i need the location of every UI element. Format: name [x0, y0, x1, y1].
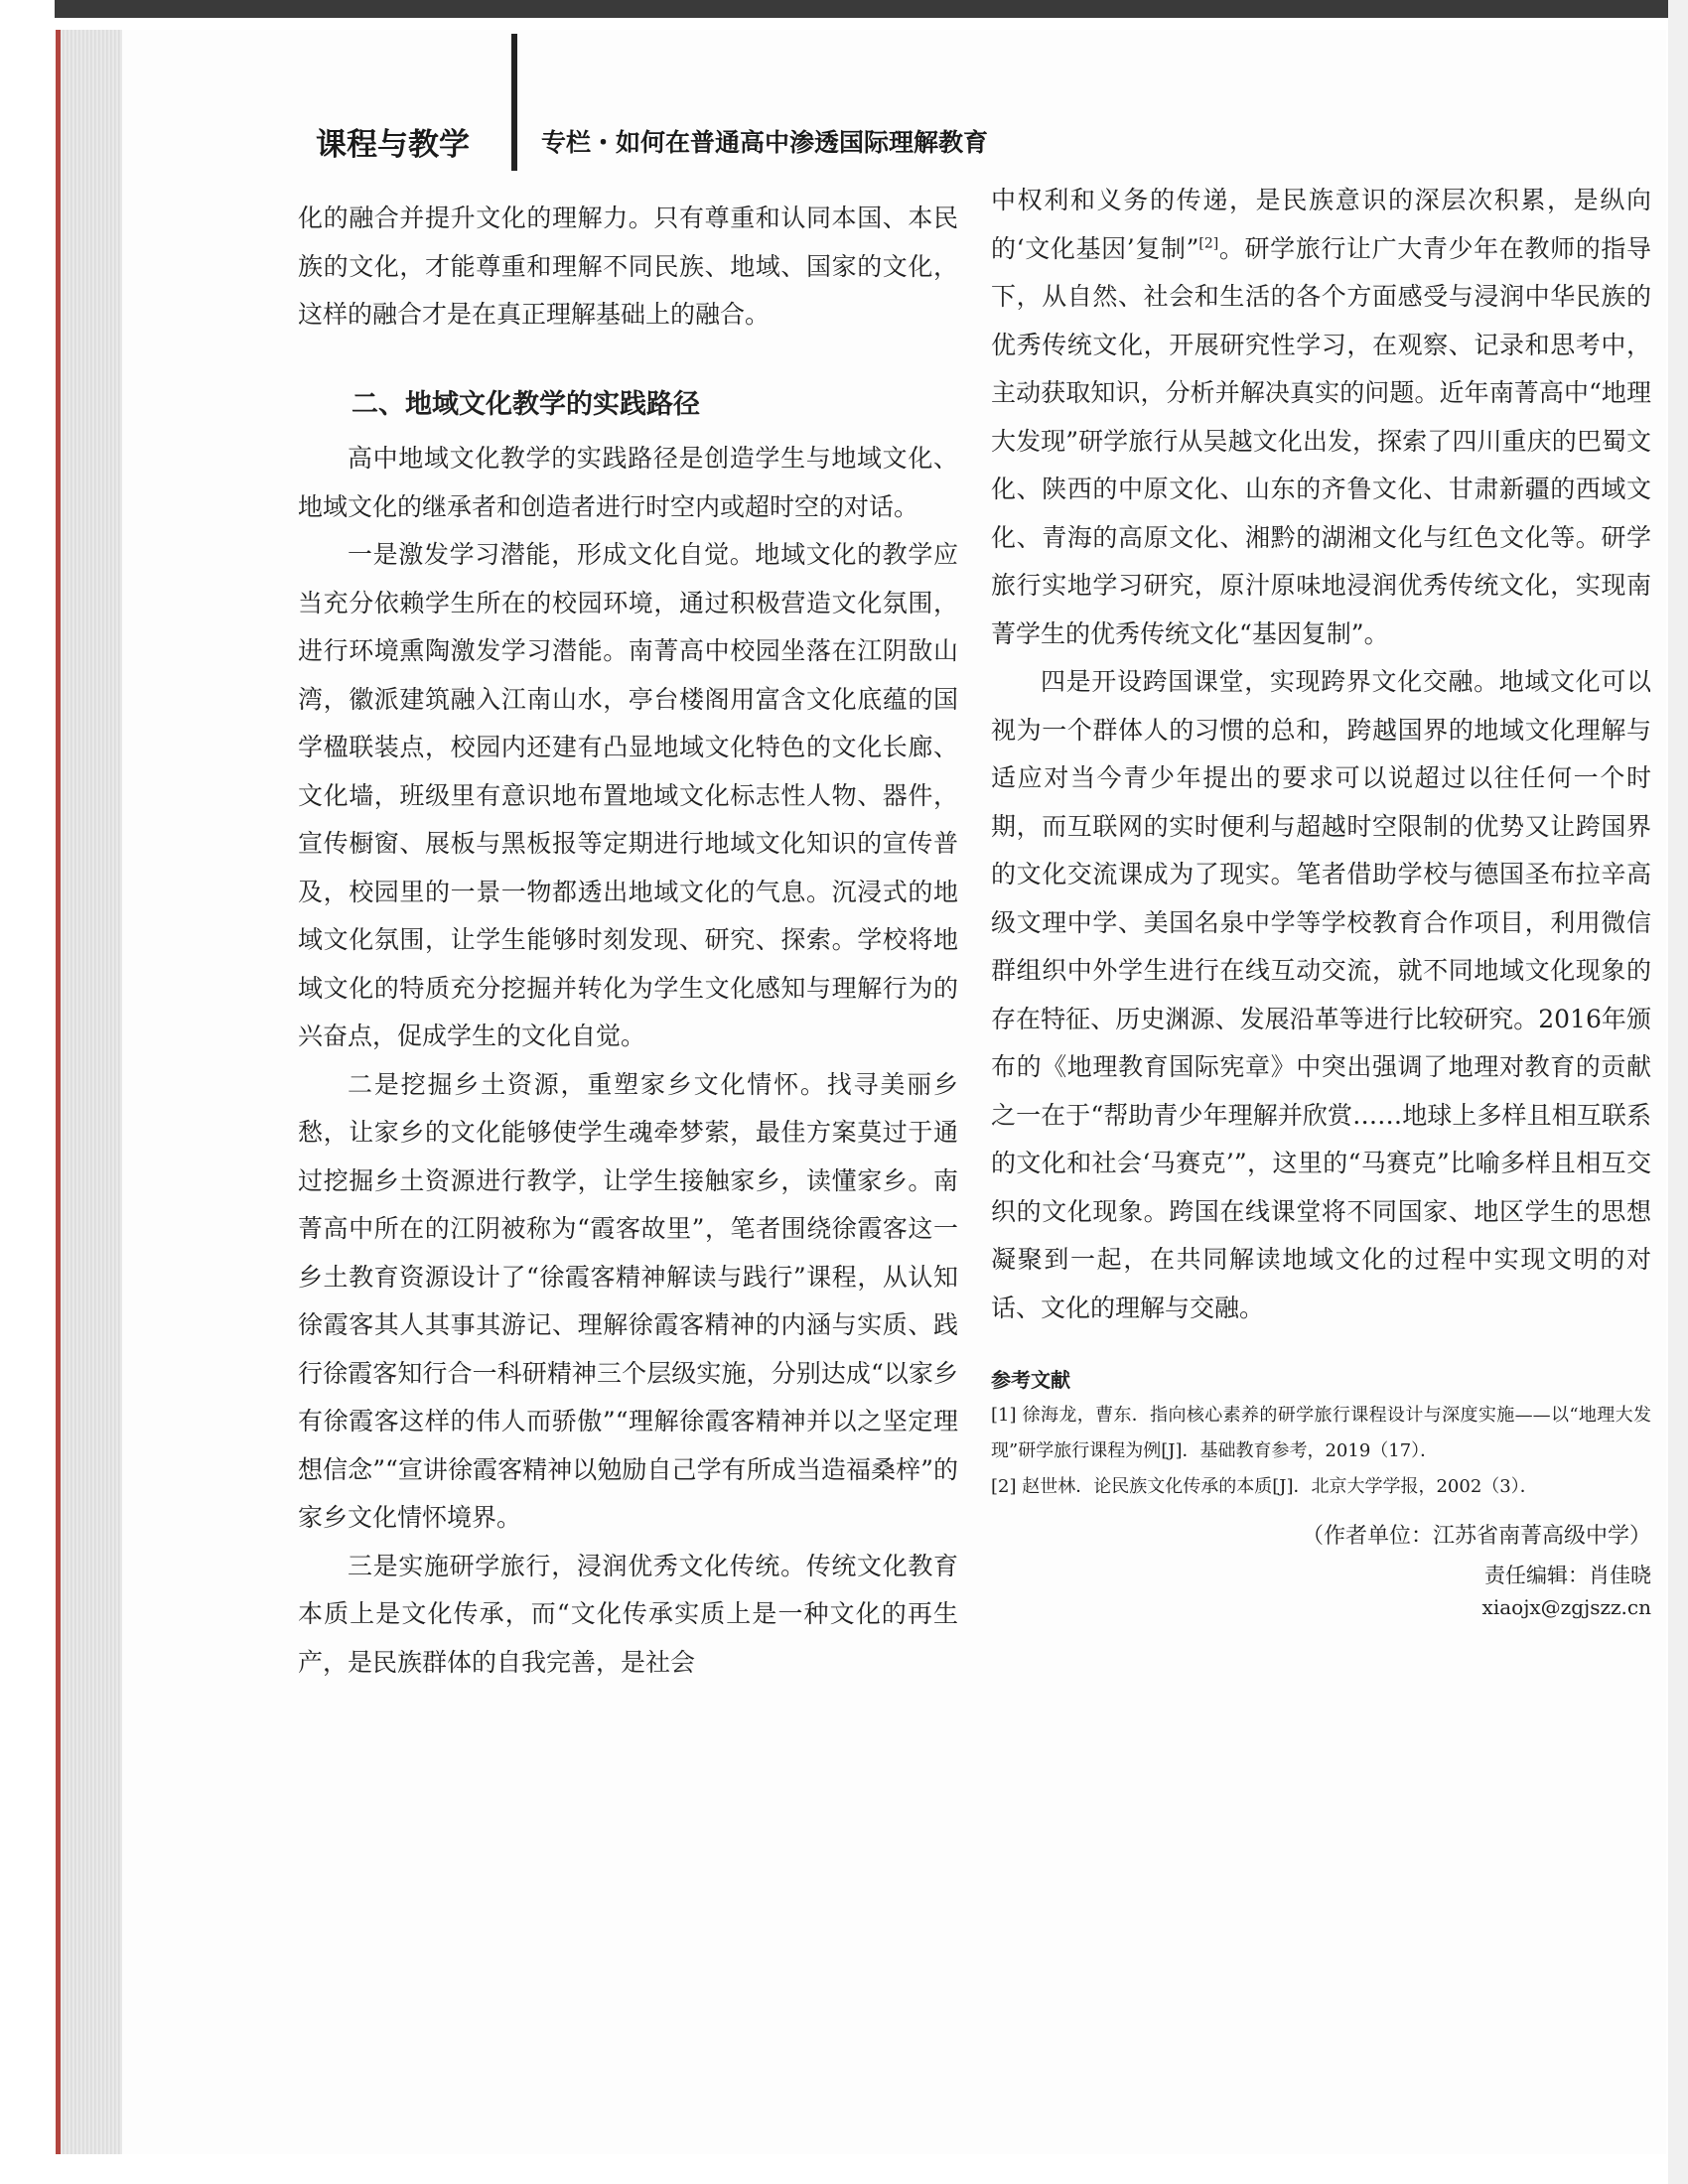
paragraph: 二是挖掘乡土资源，重塑家乡文化情怀。找寻美丽乡愁，让家乡的文化能够使学生魂牵梦萦，最佳方案莫过于通过挖掘乡土资源进行教学，让学生接触家乡，读懂家乡。南菁高中所在的江阴被称为“霞客故里”，笔者围绕徐霞客这一乡土教育资源设计了“徐霞客精神解读与践行”课程，从认知徐霞客其人其事其游记、理解徐霞客精神的内涵与实质、践行徐霞客知行合一科研精神三个层级实施，分别达成“以家乡有徐霞客这样的伟人而骄傲”“理解徐霞客精神并以之坚定理想信念”“宣讲徐霞客精神以勉励自己学有所成当造福桑梓”的家乡文化情怀境界。 — [298, 1069, 958, 1532]
left-column — [298, 195, 958, 1687]
reference-item: [2] 赵世林．论民族文化传承的本质[J]．北京大学学报，2002（3）． — [991, 1476, 1538, 1497]
reference-item: [1] 徐海龙，曹东．指向核心素养的研学旅行课程设计与深度实施——以“地理大发现”研学旅行课程为例[J]．基础教育参考，2019（17）． — [991, 1405, 1651, 1461]
header-section-title: 课程与教学 — [316, 127, 470, 163]
header-divider-bar — [511, 34, 517, 171]
paragraph-text: 中权利和义务的传递，是民族意识的深层次积累，是纵向的‘文化基因’复制” — [991, 186, 1651, 263]
header-column-title: 专栏・如何在普通高中渗透国际理解教育 — [541, 128, 989, 157]
responsible-editor: 责任编辑：肖佳晓 — [1484, 1564, 1651, 1587]
scan-top-band — [0, 0, 1688, 18]
scan-right-margin — [1668, 0, 1688, 2184]
right-column — [991, 177, 1651, 1622]
paragraph: 高中地域文化教学的实践路径是创造学生与地域文化、地域文化的继承者和创造者进行时空内或超时空的对话。 — [298, 444, 958, 521]
paragraph: 一是激发学习潜能，形成文化自觉。地域文化的教学应当充分依赖学生所在的校园环境，通过积极营造文化氛围，进行环境熏陶激发学习潜能。南菁高中校园坐落在江阴敔山湾，徽派建筑融入江南山水，亭台楼阁用富含文化底蕴的国学楹联装点，校园内还建有凸显地域文化特色的文化长廊、文化墙，班级里有意识地布置地域文化标志性人物、器件，宣传橱窗、展板与黑板报等定期进行地域文化知识的宣传普及，校园里的一景一物都透出地域文化的气息。沉浸式的地域文化氛围，让学生能够时刻发现、研究、探索。学校将地域文化的特质充分挖掘并转化为学生文化感知与理解行为的兴奋点，促成学生的文化自觉。 — [298, 540, 958, 1050]
paragraph-text: 。研学旅行让广大青少年在教师的指导下，从自然、社会和生活的各个方面感受与浸润中华民族的优秀传统文化，开展研究性学习，在观察、记录和思考中，主动获取知识，分析并解决真实的问题。近年南菁高中“地理大发现”研学旅行从吴越文化出发，探索了四川重庆的巴蜀文化、陕西的中原文化、山东的齐鲁文化、甘肃新疆的西域文化、青海的高原文化、湘黔的湖湘文化与红色文化等。研学旅行实地学习研究，原汁原味地浸润优秀传统文化，实现南菁学生的优秀传统文化“基因复制”。 — [991, 233, 1651, 648]
references — [991, 1362, 1651, 1505]
paragraph: 三是实施研学旅行，浸润优秀文化传统。传统文化教育本质上是文化传承，而“文化传承实质上是一种文化的再生产，是民族群体的自我完善，是社会 — [298, 1551, 958, 1677]
citation-marker: [2] — [1198, 235, 1219, 252]
book-page-edges — [61, 30, 122, 2154]
paragraph-continued: 化的融合并提升文化的理解力。只有尊重和认同本国、本民族的文化，才能尊重和理解不同民族、地域、国家的文化，这样的融合才是在真正理解基础上的融合。 — [298, 204, 958, 329]
editor-email: xiaojx@zgjszz.cn — [1481, 1595, 1651, 1619]
section-heading: 二、地域文化教学的实践路径 — [352, 388, 700, 420]
author-affiliation: （作者单位：江苏省南菁高级中学） — [1301, 1524, 1651, 1549]
paragraph-continued — [991, 177, 1651, 658]
paragraph: 四是开设跨国课堂，实现跨界文化交融。地域文化可以视为一个群体人的习惯的总和，跨越国界的地域文化理解与适应对当今青少年提出的要求可以说超过以往任何一个时期，而互联网的实时便利与超越时空限制的优势又让跨国界的文化交流课成为了现实。笔者借助学校与德国圣布拉辛高级文理中学、美国名泉中学等学校教育合作项目，利用微信群组织中外学生进行在线互动交流，就不同地域文化现象的存在特征、历史渊源、发展沿革等进行比较研究。2016年颁布的《地理教育国际宪章》中突出强调了地理对教育的贡献之一在于“帮助青少年理解并欣赏……地球上多样且相互联系的文化和社会‘马赛克’”，这里的“马赛克”比喻多样且相互交织的文化现象。跨国在线课堂将不同国家、地区学生的思想凝聚到一起，在共同解读地域文化的过程中实现文明的对话、文化的理解与交融。 — [991, 667, 1651, 1322]
scan-left-margin — [0, 0, 55, 2184]
references-heading: 参考文献 — [991, 1368, 1070, 1392]
